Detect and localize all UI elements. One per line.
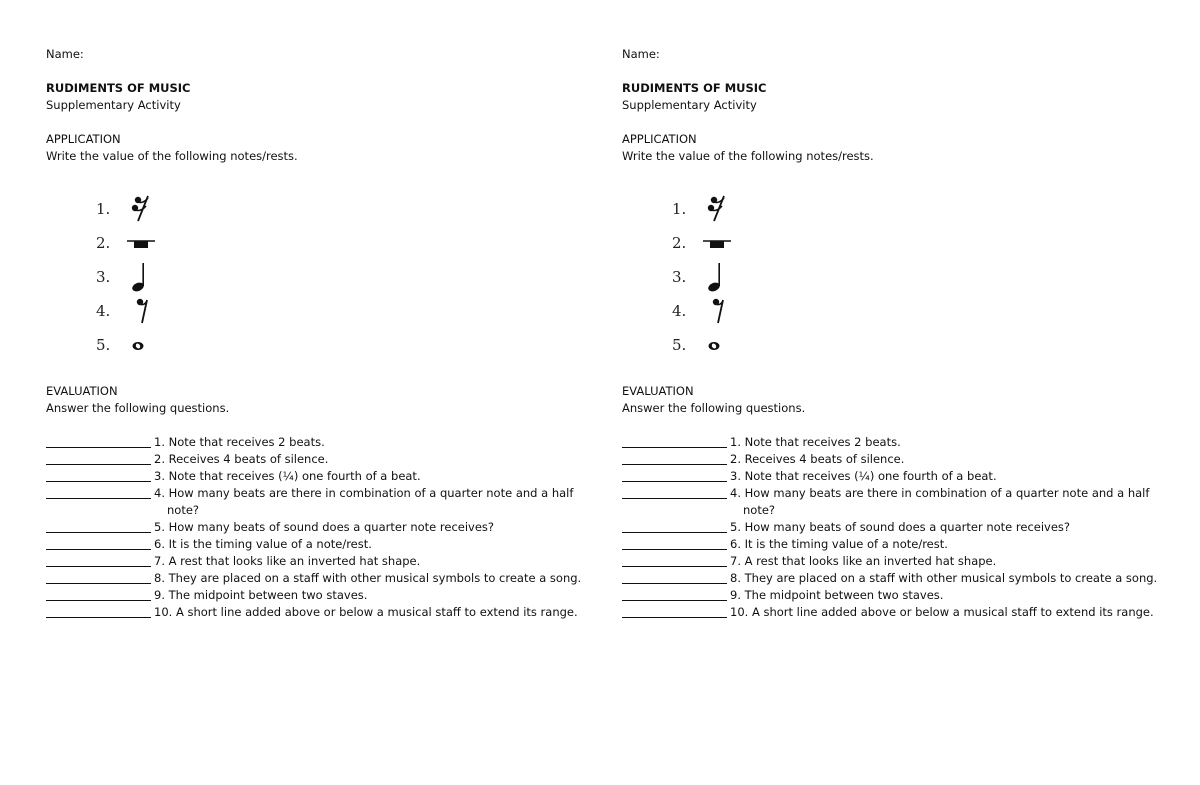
whole-note-icon — [702, 329, 732, 366]
question-item — [622, 536, 1162, 553]
answer-blank[interactable] — [622, 549, 727, 550]
answer-blank[interactable] — [622, 566, 727, 567]
sixteenth-rest-icon — [702, 193, 732, 230]
note-item-3 — [672, 261, 872, 295]
question-item — [46, 451, 586, 468]
note-item-2 — [96, 227, 296, 261]
note-item-5 — [96, 329, 296, 363]
worksheet-title: RUDIMENTS OF MUSIC — [46, 81, 191, 95]
question-item — [46, 468, 586, 485]
question-item — [622, 587, 1162, 604]
question-text-continued: note? — [167, 503, 200, 517]
note-number: 2. — [672, 234, 687, 252]
name-label: Name: — [622, 47, 660, 61]
quarter-note-icon — [702, 261, 732, 298]
answer-blank[interactable] — [46, 532, 151, 533]
evaluation-instruction: Answer the following questions. — [622, 401, 806, 415]
answer-blank[interactable] — [622, 600, 727, 601]
sixteenth-rest-icon — [126, 193, 156, 230]
answer-blank[interactable] — [622, 464, 727, 465]
note-item-5 — [672, 329, 872, 363]
question-text: 9. The midpoint between two staves. — [154, 588, 368, 602]
question-text: 7. A rest that looks like an inverted hat shape. — [730, 554, 997, 568]
question-item — [46, 587, 586, 604]
note-item-1 — [96, 193, 296, 227]
answer-blank[interactable] — [622, 583, 727, 584]
question-text-continued: note? — [743, 503, 776, 517]
question-list — [46, 434, 586, 621]
answer-blank[interactable] — [46, 464, 151, 465]
answer-blank[interactable] — [622, 481, 727, 482]
answer-blank[interactable] — [622, 498, 727, 499]
half-rest-icon — [702, 227, 732, 264]
worksheet-subtitle: Supplementary Activity — [622, 98, 757, 112]
question-text: 8. They are placed on a staff with other musical symbols to create a song. — [730, 571, 1158, 585]
worksheet-copy-left — [46, 46, 586, 621]
note-item-1 — [672, 193, 872, 227]
question-item — [46, 485, 586, 519]
note-number: 1. — [672, 200, 687, 218]
note-item-4 — [96, 295, 296, 329]
worksheet-title: RUDIMENTS OF MUSIC — [622, 81, 767, 95]
note-number: 3. — [96, 268, 111, 286]
question-item — [46, 434, 586, 451]
question-item — [46, 553, 586, 570]
question-text: 5. How many beats of sound does a quarter note receives? — [154, 520, 495, 534]
question-item — [622, 570, 1162, 587]
evaluation-instruction: Answer the following questions. — [46, 401, 230, 415]
note-item-2 — [672, 227, 872, 261]
question-text: 3. Note that receives (¼) one fourth of a beat. — [154, 469, 421, 483]
evaluation-heading: EVALUATION — [46, 384, 118, 398]
question-text: 2. Receives 4 beats of silence. — [154, 452, 329, 466]
worksheet-copy-right — [622, 46, 1162, 621]
application-heading: APPLICATION — [622, 132, 697, 146]
application-instruction: Write the value of the following notes/rests. — [46, 149, 298, 163]
answer-blank[interactable] — [46, 498, 151, 499]
eighth-rest-icon — [126, 295, 156, 332]
question-text: 6. It is the timing value of a note/rest. — [730, 537, 948, 551]
question-item — [622, 604, 1162, 621]
question-item — [46, 570, 586, 587]
question-text: 2. Receives 4 beats of silence. — [730, 452, 905, 466]
answer-blank[interactable] — [622, 532, 727, 533]
answer-blank[interactable] — [46, 583, 151, 584]
note-number: 1. — [96, 200, 111, 218]
answer-blank[interactable] — [46, 600, 151, 601]
note-number: 2. — [96, 234, 111, 252]
note-number: 4. — [96, 302, 111, 320]
note-number: 4. — [672, 302, 687, 320]
answer-blank[interactable] — [622, 617, 727, 618]
question-text: 8. They are placed on a staff with other musical symbols to create a song. — [154, 571, 582, 585]
question-text: 6. It is the timing value of a note/rest. — [154, 537, 372, 551]
quarter-note-icon — [126, 261, 156, 298]
question-item — [622, 434, 1162, 451]
question-item — [622, 468, 1162, 485]
question-item — [622, 451, 1162, 468]
evaluation-heading: EVALUATION — [622, 384, 694, 398]
question-text: 3. Note that receives (¼) one fourth of a beat. — [730, 469, 997, 483]
notes-list — [46, 193, 586, 361]
answer-blank[interactable] — [46, 617, 151, 618]
worksheet-subtitle: Supplementary Activity — [46, 98, 181, 112]
answer-blank[interactable] — [46, 447, 151, 448]
note-number: 5. — [96, 336, 111, 354]
answer-blank[interactable] — [46, 549, 151, 550]
question-text: 1. Note that receives 2 beats. — [154, 435, 325, 449]
answer-blank[interactable] — [46, 566, 151, 567]
note-item-4 — [672, 295, 872, 329]
question-text: 10. A short line added above or below a musical staff to extend its range. — [154, 605, 578, 619]
application-instruction: Write the value of the following notes/rests. — [622, 149, 874, 163]
question-item — [622, 485, 1162, 519]
whole-note-icon — [126, 329, 156, 366]
application-heading: APPLICATION — [46, 132, 121, 146]
answer-blank[interactable] — [622, 447, 727, 448]
question-item — [46, 519, 586, 536]
note-number: 3. — [672, 268, 687, 286]
name-label: Name: — [46, 47, 84, 61]
question-text: 5. How many beats of sound does a quarter note receives? — [730, 520, 1071, 534]
question-text: 10. A short line added above or below a musical staff to extend its range. — [730, 605, 1154, 619]
note-item-3 — [96, 261, 296, 295]
question-list — [622, 434, 1162, 621]
question-item — [622, 553, 1162, 570]
question-text: 4. How many beats are there in combination of a quarter note and a half — [154, 486, 574, 500]
answer-blank[interactable] — [46, 481, 151, 482]
question-text: 4. How many beats are there in combination of a quarter note and a half — [730, 486, 1150, 500]
question-item — [46, 604, 586, 621]
question-item — [622, 519, 1162, 536]
half-rest-icon — [126, 227, 156, 264]
question-text: 9. The midpoint between two staves. — [730, 588, 944, 602]
question-item — [46, 536, 586, 553]
question-text: 1. Note that receives 2 beats. — [730, 435, 901, 449]
question-text: 7. A rest that looks like an inverted hat shape. — [154, 554, 421, 568]
eighth-rest-icon — [702, 295, 732, 332]
note-number: 5. — [672, 336, 687, 354]
notes-list — [622, 193, 1162, 361]
